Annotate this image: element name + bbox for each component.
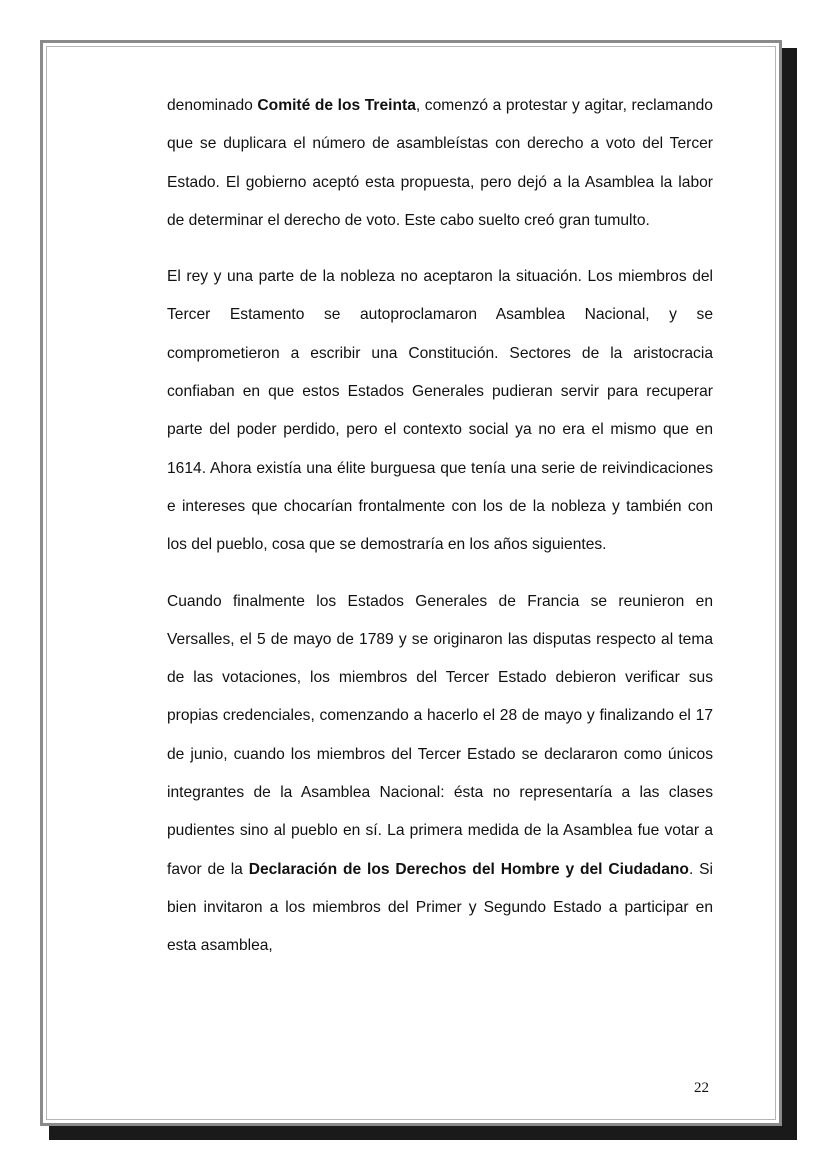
paragraph-3 (167, 583, 713, 966)
text-run: Cuando finalmente los Estados Generales de Francia se reunieron en Versalles, el 5 de mayo de 1789 y se originaron las disputas respecto al tema de las votaciones, los miembros del Tercer Estado debieron verificar sus propias credenciales, comenzando a hacerlo el 28 de mayo y finalizando el 17 de junio, cuando los miembros del Tercer Estado se declararon como únicos integrantes de la Asamblea Nacional: ésta no representaría a las clases pudientes sino al pueblo en sí. La primera medida de la Asamblea fue votar a favor de la (167, 592, 713, 878)
text-run: El rey y una parte de la nobleza no aceptaron la situación. Los miembros del Tercer Estamento se autoproclamaron Asamblea Nacional, y se comprometieron a escribir una Constitución. Sectores de la aristocracia confiaban en que estos Estados Generales pudieran servir para recuperar parte del poder perdido, pero el contexto social ya no era el mismo que en 1614. Ahora existía una élite burguesa que tenía una serie de reivindicaciones e intereses que chocarían frontalmente con los de la nobleza y también con los del pueblo, cosa que se demostraría en los años siguientes. (167, 268, 713, 554)
document-body (167, 87, 713, 966)
paragraph-1 (167, 87, 713, 240)
paragraph-2 (167, 258, 713, 564)
text-run: denominado (167, 97, 258, 114)
bold-term-comite: Comité de los Treinta (257, 97, 416, 114)
document-page (40, 40, 782, 1126)
text-run: . Si bien invitaron a los miembros del Primer y Segundo Estado a participar en esta asamblea, (167, 860, 713, 955)
bold-term-declaracion: Declaración de los Derechos del Hombre y del Ciudadano (248, 860, 689, 878)
page-number: 22 (694, 1080, 709, 1096)
text-run: , comenzó a protestar y agitar, reclamando que se duplicara el número de asambleístas con derecho a voto del Tercer Estado. El gobierno aceptó esta propuesta, pero dejó a la Asamblea la labor de determinar el derecho de voto. Este cabo suelto creó gran tumulto. (167, 97, 713, 229)
